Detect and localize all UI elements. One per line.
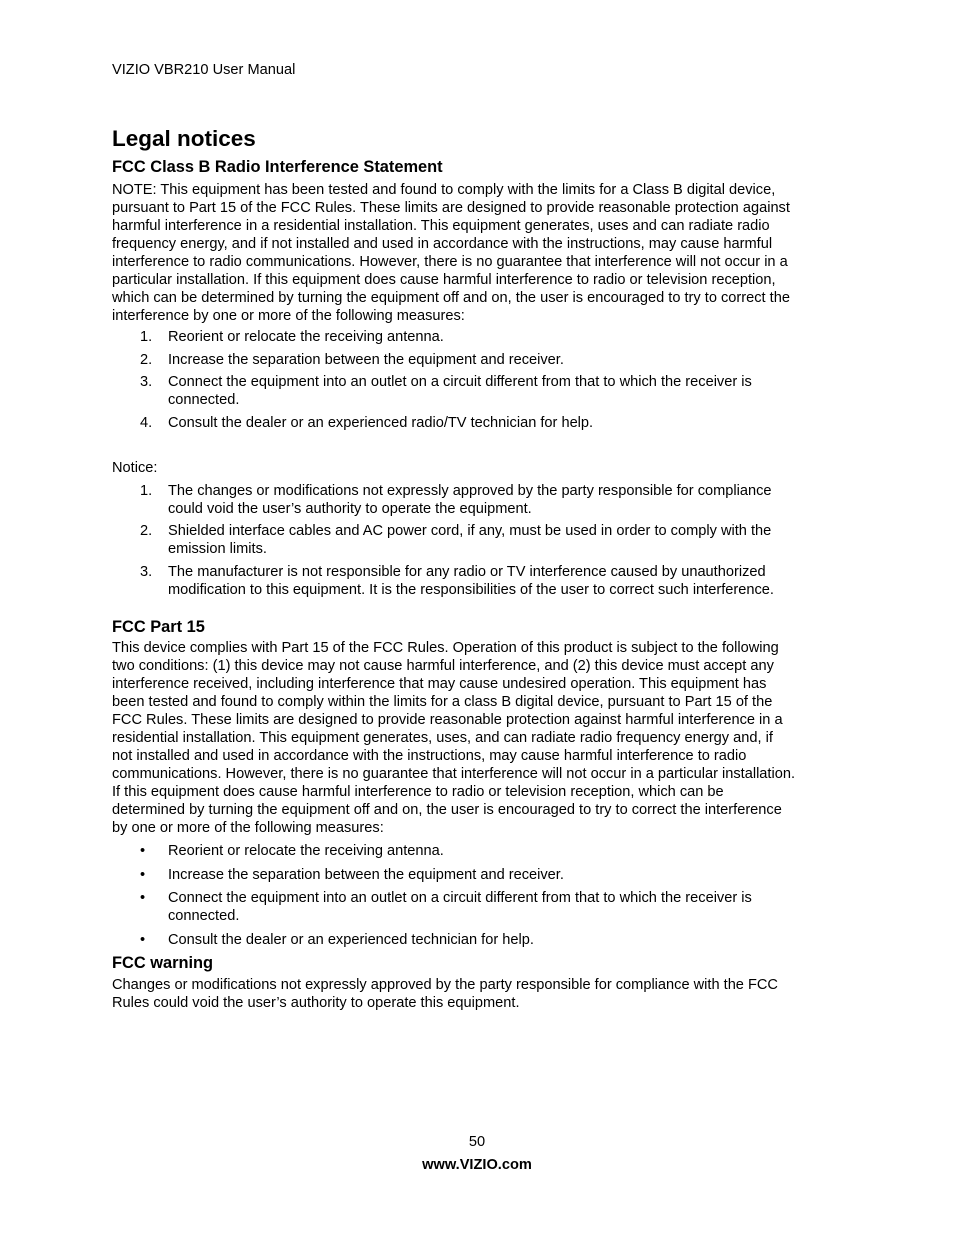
list-item-text: could void the user’s authority to operate the equipment. xyxy=(168,501,532,517)
text-line: determined by turning the equipment off and on, the user is encouraged to try to correct the interference xyxy=(112,802,782,818)
list-number: 4. xyxy=(140,415,153,431)
text-line: interference to radio communications. However, there is no guarantee that interference will not occur in a xyxy=(112,254,788,270)
bullet-icon: • xyxy=(140,867,146,883)
list-number: 3. xyxy=(140,374,153,390)
list-item xyxy=(112,522,852,558)
fcc-class-b-measures-list xyxy=(112,328,852,432)
list-item-text: Consult the dealer or an experienced technician for help. xyxy=(168,932,534,948)
list-item-text: The manufacturer is not responsible for any radio or TV interference caused by unauthorized xyxy=(168,564,766,580)
text-line: harmful interference in a residential installation. This equipment generates, uses and can radiate radio xyxy=(112,218,770,234)
list-item xyxy=(112,328,852,346)
text-line: FCC Rules. These limits are designed to provide reasonable protection against harmful interference in a xyxy=(112,712,783,728)
text-line: Rules could void the user’s authority to operate this equipment. xyxy=(112,995,520,1011)
text-line: pursuant to Part 15 of the FCC Rules. These limits are designed to provide reasonable protection against xyxy=(112,200,790,216)
text-line: residential installation. This equipment generates, uses, and can radiate radio frequency energy and, if xyxy=(112,730,773,746)
bullet-icon: • xyxy=(140,890,146,906)
bullet-icon: • xyxy=(140,932,146,948)
list-item xyxy=(112,563,852,599)
text-line: This device complies with Part 15 of the FCC Rules. Operation of this product is subject to the following xyxy=(112,640,779,656)
fcc-part-15-paragraph xyxy=(112,639,852,837)
list-item xyxy=(112,866,852,884)
list-item xyxy=(112,931,852,949)
list-number: 1. xyxy=(140,329,153,345)
text-line: which can be determined by turning the equipment off and on, the user is encouraged to try to correct the xyxy=(112,290,790,306)
list-item-text: Reorient or relocate the receiving antenna. xyxy=(168,329,444,345)
list-number: 3. xyxy=(140,564,153,580)
fcc-warning-paragraph xyxy=(112,976,852,1012)
running-header: VIZIO VBR210 User Manual xyxy=(112,62,296,78)
text-line: interference by one or more of the following measures: xyxy=(112,308,465,324)
page-number: 50 xyxy=(468,1134,486,1150)
text-line: two conditions: (1) this device may not cause harmful interference, and (2) this device must accept any xyxy=(112,658,774,674)
list-item-text: Increase the separation between the equipment and receiver. xyxy=(168,867,564,883)
list-item-text: Increase the separation between the equipment and receiver. xyxy=(168,352,564,368)
list-number: 2. xyxy=(140,523,153,539)
text-line: not installed and used in accordance with the instructions, may cause harmful interference to radio xyxy=(112,748,747,764)
list-item-text: Consult the dealer or an experienced radio/TV technician for help. xyxy=(168,415,594,431)
text-line: If this equipment does cause harmful interference to radio or television reception, which can be xyxy=(112,784,724,800)
fcc-class-b-paragraph xyxy=(112,181,852,325)
list-item-text: modification to this equipment. It is the responsibilities of the user to correct such interference. xyxy=(168,582,774,598)
list-item-text: The changes or modifications not expressly approved by the party responsible for compliance xyxy=(168,483,772,499)
text-line: frequency energy, and if not installed and used in accordance with the instructions, may cause harmful xyxy=(112,236,773,252)
list-item xyxy=(112,373,852,409)
list-item-text: Connect the equipment into an outlet on a circuit different from that to which the receiver is xyxy=(168,890,752,906)
text-line: Changes or modifications not expressly approved by the party responsible for compliance with the FCC xyxy=(112,977,778,993)
section-title-fcc-class-b: FCC Class B Radio Interference Statement xyxy=(112,158,443,176)
list-item xyxy=(112,414,852,432)
list-item-text: emission limits. xyxy=(168,541,267,557)
notice-label: Notice: xyxy=(112,460,158,476)
text-line: communications. However, there is no guarantee that interference will not occur in a particular installation. xyxy=(112,766,796,782)
list-item-text: connected. xyxy=(168,392,240,408)
section-title-fcc-warning: FCC warning xyxy=(112,954,214,972)
list-item-text: Connect the equipment into an outlet on a circuit different from that to which the receiver is xyxy=(168,374,752,390)
list-item xyxy=(112,889,852,925)
notice-list xyxy=(112,482,852,599)
list-number: 1. xyxy=(140,483,153,499)
list-item xyxy=(112,351,852,369)
fcc-part-15-measures-list xyxy=(112,842,852,949)
list-number: 2. xyxy=(140,352,153,368)
page-title: Legal notices xyxy=(112,126,256,151)
bullet-icon: • xyxy=(140,843,146,859)
section-title-fcc-part-15: FCC Part 15 xyxy=(112,618,205,636)
list-item xyxy=(112,482,852,518)
text-line: interference received, including interference that may cause undesired operation. This equipment has xyxy=(112,676,767,692)
footer-url: www.VIZIO.com xyxy=(422,1157,532,1173)
text-line: been tested and found to comply within the limits for a class B digital device, pursuant to Part 15 of the xyxy=(112,694,773,710)
list-item xyxy=(112,842,852,860)
page-content xyxy=(112,124,852,1012)
list-item-text: Shielded interface cables and AC power cord, if any, must be used in order to comply with the xyxy=(168,523,772,539)
list-item-text: Reorient or relocate the receiving antenna. xyxy=(168,843,444,859)
text-line: particular installation. If this equipment does cause harmful interference to radio or television reception, xyxy=(112,272,776,288)
list-item-text: connected. xyxy=(168,908,240,924)
text-line: by one or more of the following measures: xyxy=(112,820,384,836)
text-line: NOTE: This equipment has been tested and found to comply with the limits for a Class B digital device, xyxy=(112,182,776,198)
